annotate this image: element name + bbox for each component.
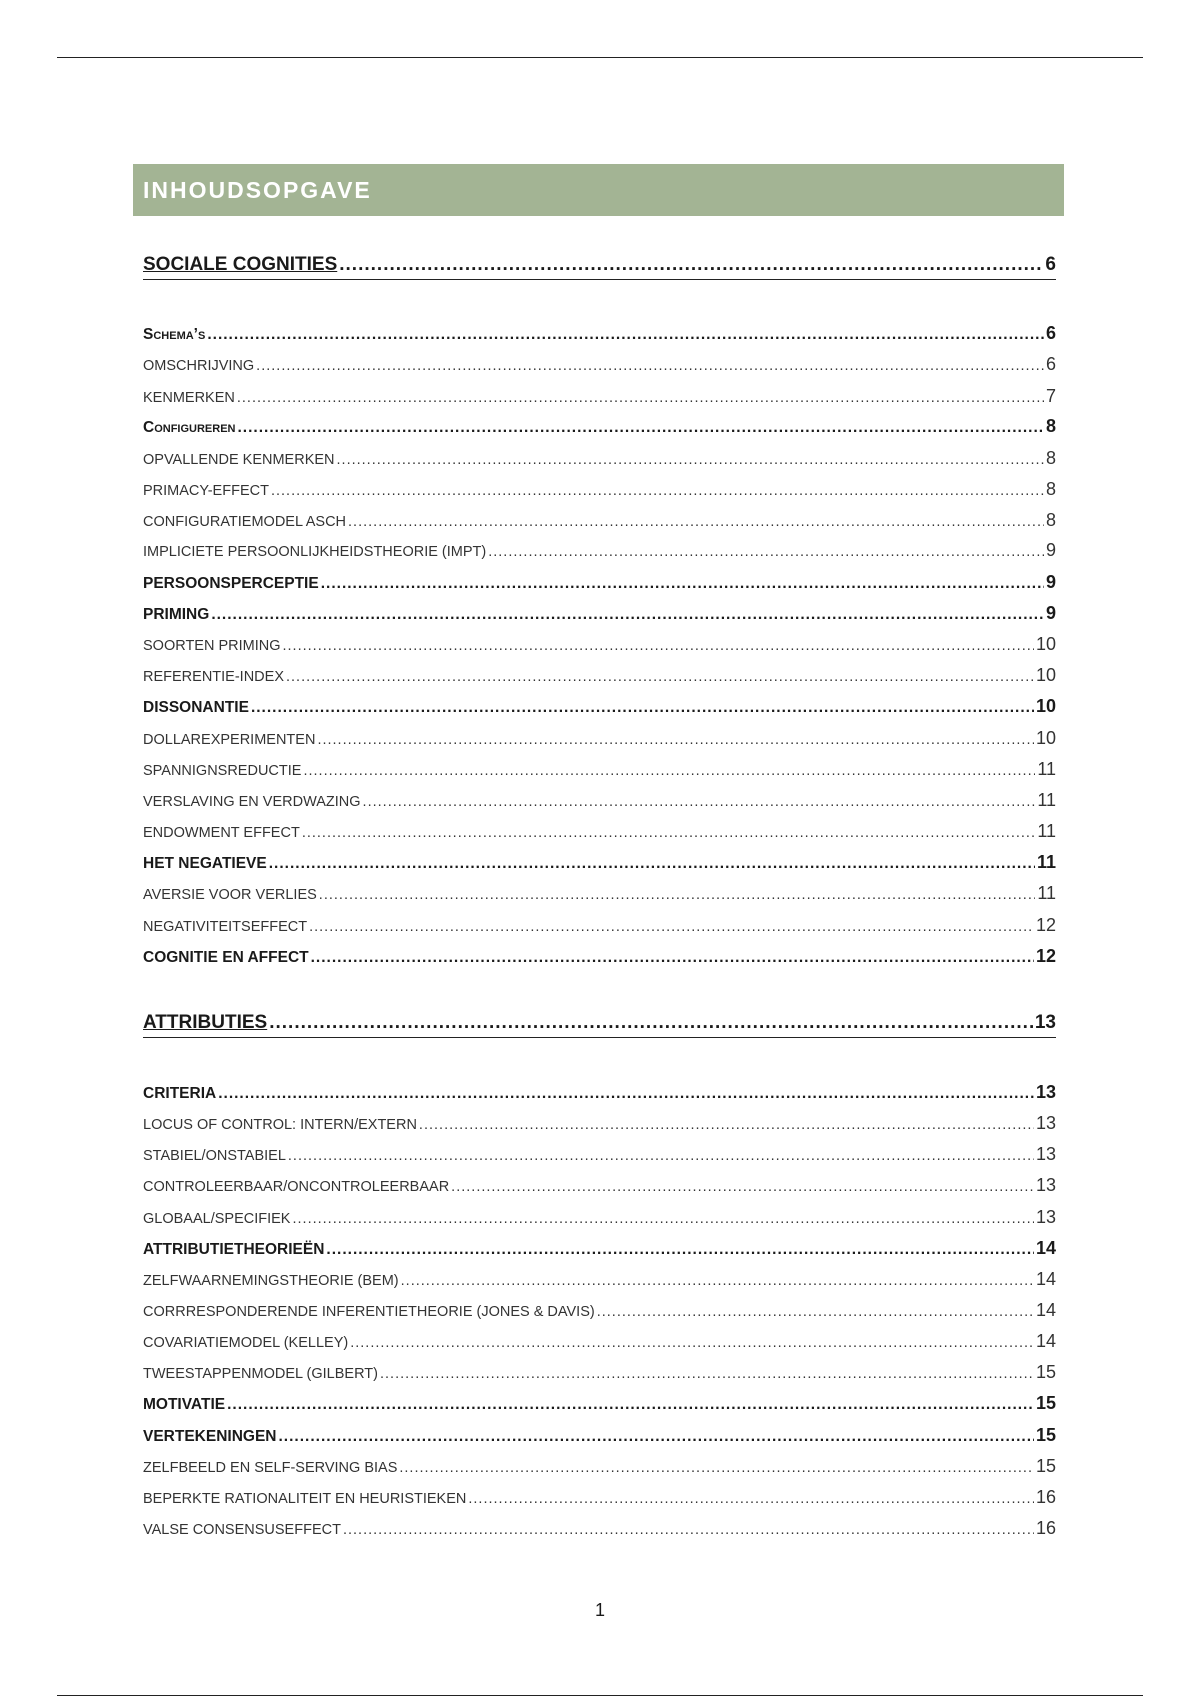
toc-entry[interactable]: ATTRIBUTIETHEORIEËN ..... 14 xyxy=(143,1238,1056,1259)
toc-entry[interactable]: HET NEGATIEVE ..... 11 xyxy=(143,852,1056,873)
toc-entry[interactable]: KENMERKEN ..... 7 xyxy=(143,386,1056,407)
toc-chapter-sociale-cognities[interactable]: SOCIALE COGNITIES ..... 6 xyxy=(143,254,1056,280)
toc-entry[interactable]: PRIMING ..... 9 xyxy=(143,603,1056,624)
toc-entry[interactable]: MOTIVATIE ..... 15 xyxy=(143,1393,1056,1414)
toc-entry[interactable]: DOLLAREXPERIMENTEN ..... 10 xyxy=(143,728,1056,749)
toc-entry[interactable]: TWEESTAPPENMODEL (GILBERT) ..... 15 xyxy=(143,1362,1056,1383)
toc-entry[interactable]: ENDOWMENT EFFECT ..... 11 xyxy=(143,821,1056,842)
toc-entry[interactable]: NEGATIVITEITSEFFECT ..... 12 xyxy=(143,915,1056,936)
toc-entry[interactable]: VERSLAVING EN VERDWAZING ..... 11 xyxy=(143,790,1056,811)
toc-entry[interactable]: OPVALLENDE KENMERKEN ..... 8 xyxy=(143,448,1056,469)
toc-entry[interactable]: CORRRESPONDERENDE INFERENTIETHEORIE (JONES & DAVIS) ..... 14 xyxy=(143,1300,1056,1321)
toc-entry[interactable]: PRIMACY-EFFECT ..... 8 xyxy=(143,479,1056,500)
footer-rule xyxy=(57,1695,1143,1696)
toc-entry[interactable]: AVERSIE VOOR VERLIES ..... 11 xyxy=(143,883,1056,904)
toc-entry[interactable]: REFERENTIE-INDEX ..... 10 xyxy=(143,665,1056,686)
toc-entry[interactable]: PERSOONSPERCEPTIE ..... 9 xyxy=(143,572,1056,593)
toc-entry[interactable]: STABIEL/ONSTABIEL ..... 13 xyxy=(143,1144,1056,1165)
toc-entry[interactable]: LOCUS OF CONTROL: INTERN/EXTERN ..... 13 xyxy=(143,1113,1056,1134)
toc-entry[interactable]: ZELFWAARNEMINGSTHEORIE (BEM) ..... 14 xyxy=(143,1269,1056,1290)
toc-entry[interactable]: COGNITIE EN AFFECT ..... 12 xyxy=(143,946,1056,967)
toc-entry[interactable]: CRITERIA ..... 13 xyxy=(143,1082,1056,1103)
toc-entry[interactable]: Configureren ..... 8 xyxy=(143,416,1056,437)
toc-entry[interactable]: BEPERKTE RATIONALITEIT EN HEURISTIEKEN ..... 16 xyxy=(143,1487,1056,1508)
toc-entry[interactable]: VERTEKENINGEN ..... 15 xyxy=(143,1425,1056,1446)
toc-entry[interactable]: CONTROLEERBAAR/ONCONTROLEERBAAR ..... 13 xyxy=(143,1175,1056,1196)
toc-entry[interactable]: VALSE CONSENSUSEFFECT ..... 16 xyxy=(143,1518,1056,1539)
toc-entry[interactable]: GLOBAAL/SPECIFIEK ..... 13 xyxy=(143,1207,1056,1228)
toc-entry[interactable]: OMSCHRIJVING ..... 6 xyxy=(143,354,1056,375)
toc-entry[interactable]: DISSONANTIE ..... 10 xyxy=(143,696,1056,717)
toc-entry[interactable]: CONFIGURATIEMODEL ASCH ..... 8 xyxy=(143,510,1056,531)
header-rule xyxy=(57,57,1143,58)
toc-entry[interactable]: SOORTEN PRIMING ..... 10 xyxy=(143,634,1056,655)
toc-entry[interactable]: Schema’s ..... 6 xyxy=(143,323,1056,344)
toc-entry[interactable]: IMPLICIETE PERSOONLIJKHEIDSTHEORIE (IMPT) ..... 9 xyxy=(143,540,1056,561)
page-number: 1 xyxy=(594,1600,605,1620)
toc-heading: INHOUDSOPGAVE xyxy=(143,176,372,203)
toc-heading-banner xyxy=(133,164,1064,216)
toc-entry[interactable]: ZELFBEELD EN SELF-SERVING BIAS ..... 15 xyxy=(143,1456,1056,1477)
toc-chapter-attributies[interactable]: ATTRIBUTIES ..... 13 xyxy=(143,1012,1056,1038)
toc-entry[interactable]: COVARIATIEMODEL (KELLEY) ..... 14 xyxy=(143,1331,1056,1352)
toc-entry[interactable]: SPANNIGNSREDUCTIE ..... 11 xyxy=(143,759,1056,780)
